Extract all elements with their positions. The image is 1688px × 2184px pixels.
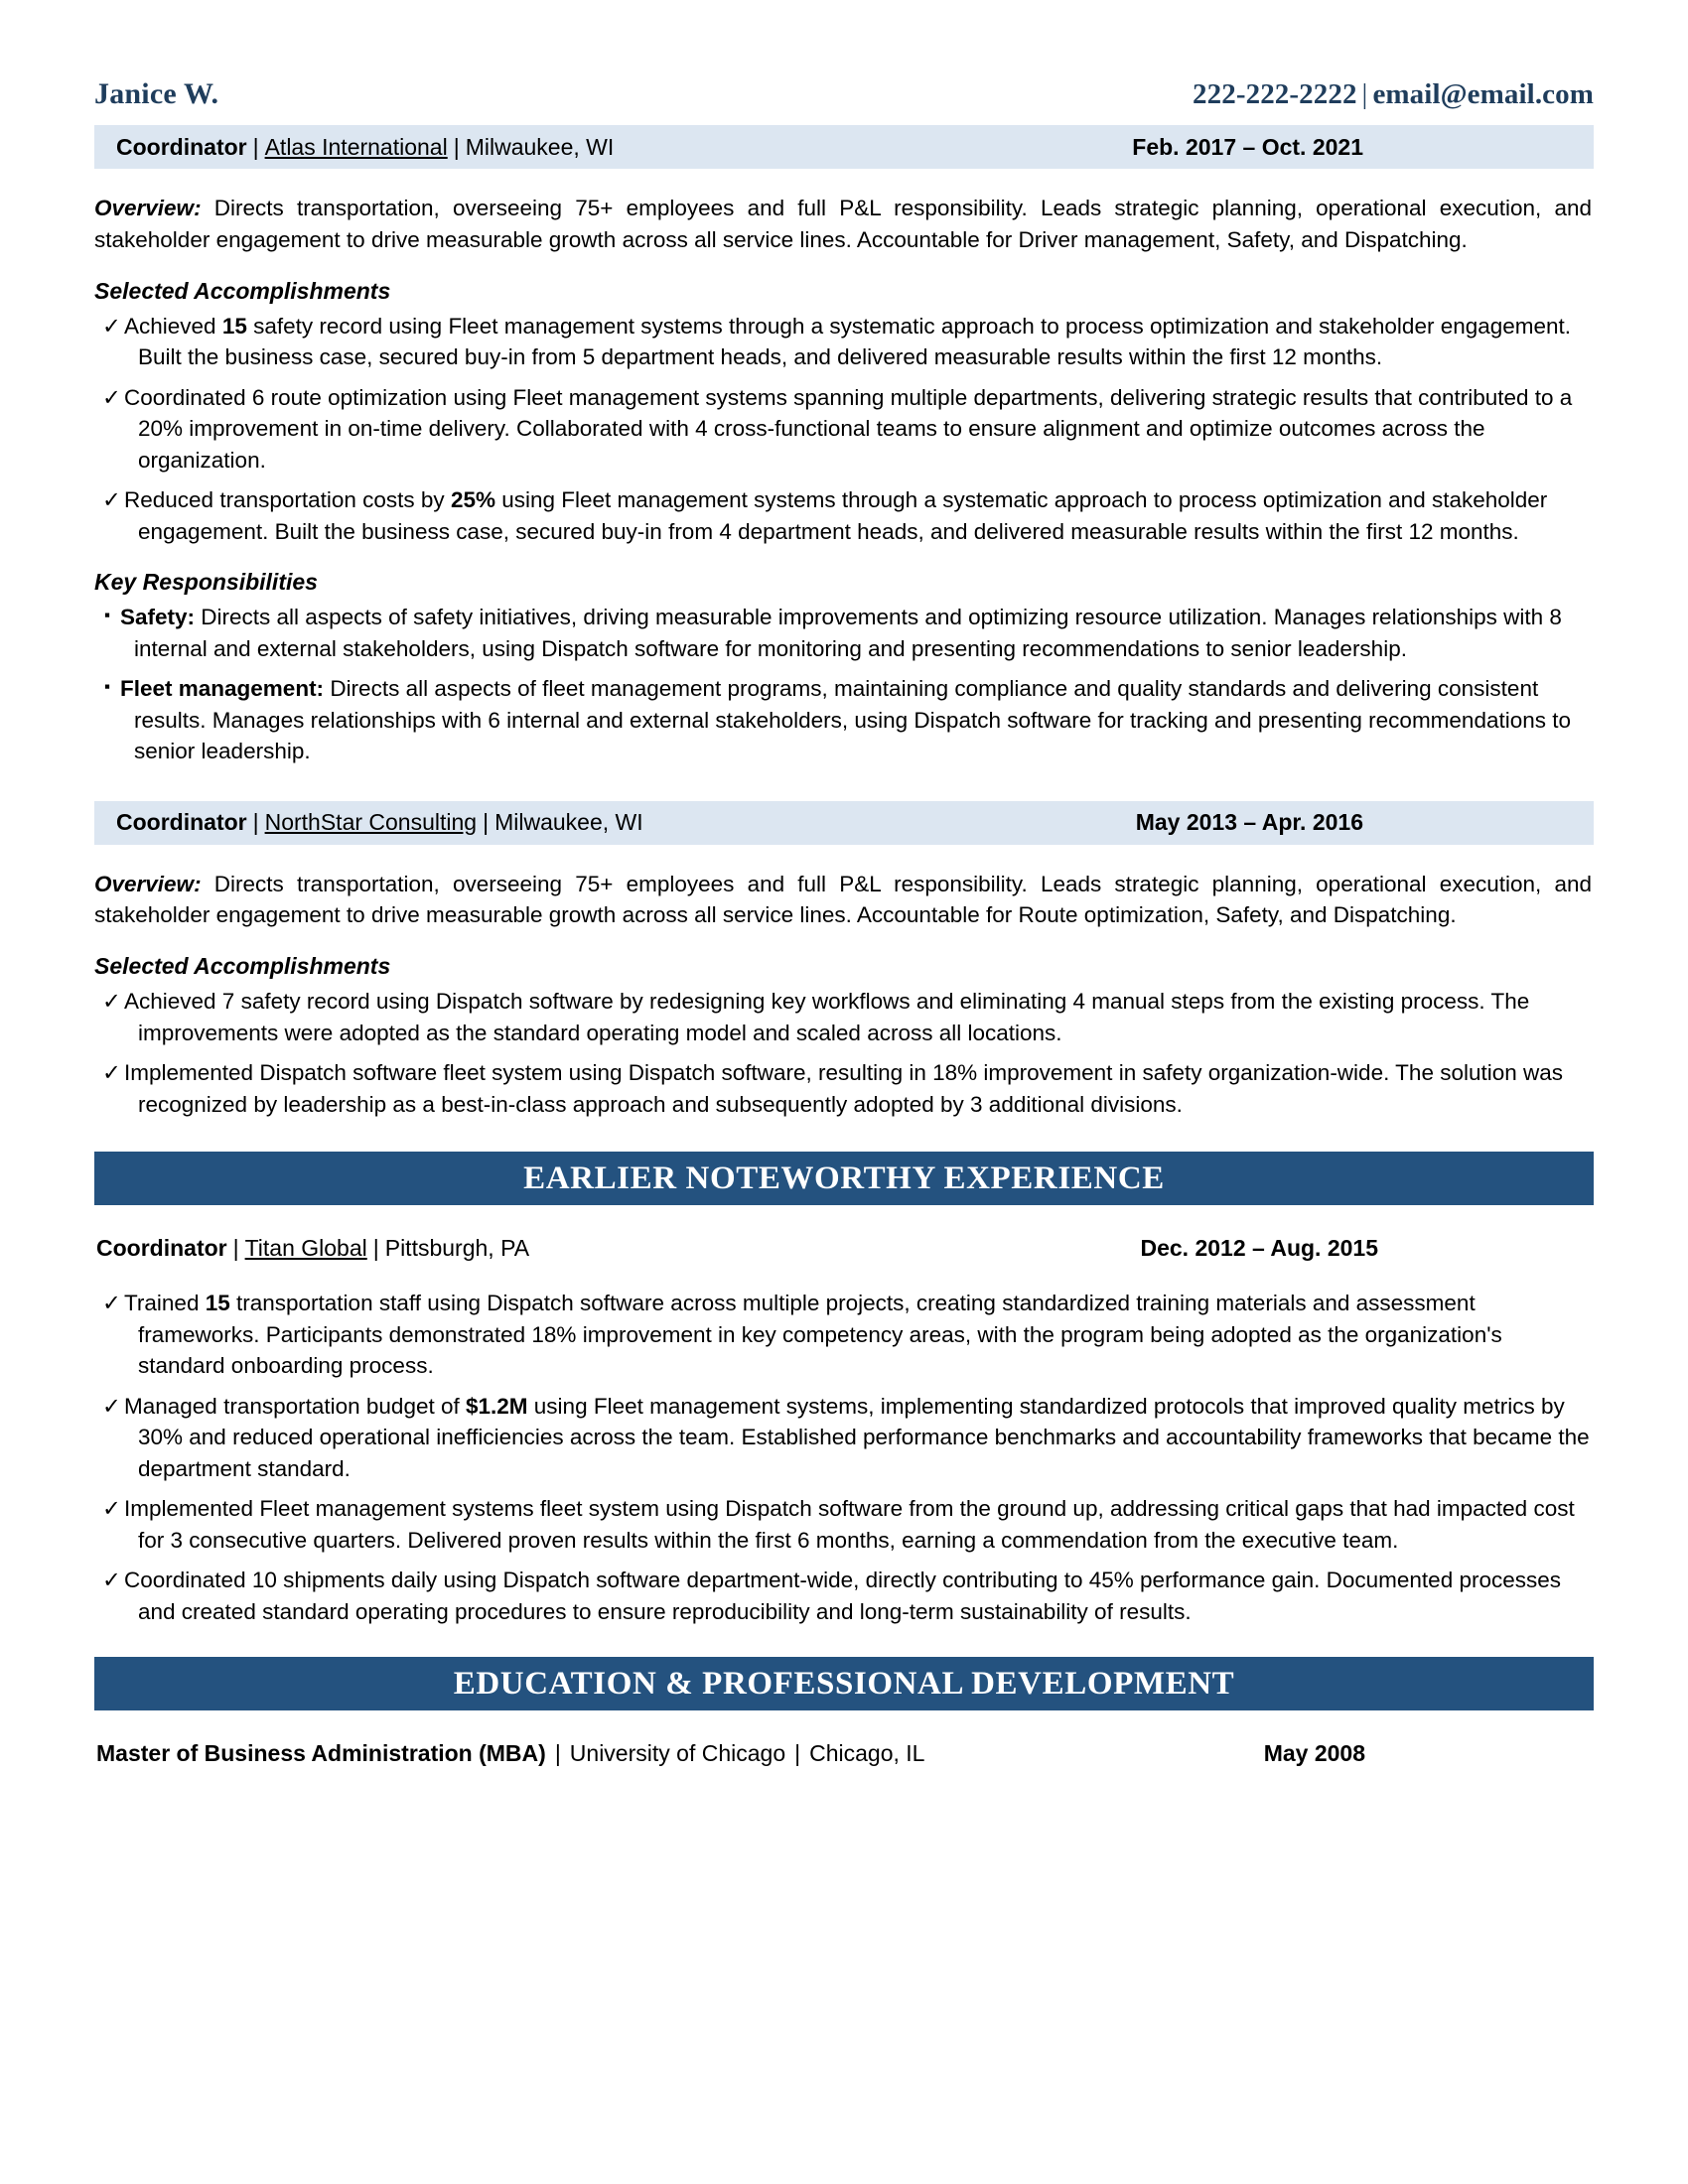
bullet-pre: Coordinated 10 shipments daily using Dispatch software department-wide, directly contributing to 45% performance gain. Documented processes and created standard operating procedures to ensure reproducibility and long-term sustainability of results. [124,1568,1562,1624]
pipe-icon: | [372,1235,379,1261]
contact-info [1193,78,1594,111]
bullet-post: safety record using Fleet management systems through a systematic approach to process optimization and stakeholder engagement. Built the business case, secured buy-in from 5 department heads, and delivered measurable results within the first 12 months. [138,313,1572,369]
check-icon: ✓ [102,487,121,512]
job-overview-2 [94,869,1594,931]
overview-label-1: Overview: [94,196,202,220]
overview-label-2: Overview: [94,871,202,896]
education-entry [94,1740,1594,1767]
responsibilities-heading-1: Key Responsibilities [94,569,318,595]
list-item [94,311,1594,373]
job-location-1: Milwaukee, WI [465,133,615,160]
bullet-post: using Fleet management systems, implementing standardized protocols that improved quality metrics by 30% and reduced operational inefficiencies across the team. Established performance benchmarks and accountability frameworks that became the department standard. [138,1393,1590,1481]
section-banner-label: EARLIER NOTEWORTHY EXPERIENCE [523,1160,1165,1196]
pipe-icon: | [252,809,259,835]
check-icon: ✓ [102,384,121,410]
candidate-name: Janice W. [94,77,219,110]
list-item [94,602,1594,664]
overview-text-1: Directs transportation, overseeing 75+ employees and full P&L responsibility. Leads strategic planning, operational execution, and stakeholder engagement to drive measurable growth across all service lines. Accountable for Driver management, Safety, and Dispatching. [94,196,1592,252]
education-location: Chicago, IL [809,1740,925,1766]
job-header-bar-1 [94,125,1594,169]
check-icon: ✓ [102,1291,121,1315]
earlier-job-header [94,1235,1594,1262]
pipe-icon: | [554,1740,561,1766]
check-icon: ✓ [102,1393,121,1419]
responsibility-term: Fleet management: [120,676,325,701]
education-degree: Master of Business Administration (MBA) [96,1740,546,1766]
square-bullet-icon: ▪ [104,677,111,696]
responsibility-text: Directs all aspects of fleet management programs, maintaining compliance and quality standards and delivering consistent results. Manages relationships with 6 internal and external stakeholders, using Dispatch software for tracking and presenting recommendations to senior leadership. [134,676,1572,763]
bullet-pre: Achieved [124,313,222,339]
check-icon: ✓ [102,1060,121,1085]
phone-number: 222-222-2222 [1193,78,1357,110]
job-title-2: Coordinator [116,809,247,835]
bullet-pre: Reduced transportation costs by [124,487,451,512]
bullet-highlight: 15 [221,313,247,339]
bullet-pre: Trained [124,1291,206,1315]
accomplishments-list-2 [94,986,1594,1120]
bullet-pre: Coordinated 6 route optimization using Fleet management systems spanning multiple departments, delivering strategic results that contributed to a 20% improvement in on-time delivery. Collaborated with 4 cross-functional teams to ensure alignment and optimize outcomes across the organization. [124,384,1573,473]
square-bullet-icon: ▪ [104,606,111,624]
job-overview-1 [94,193,1594,255]
bullet-pre: Achieved 7 safety record using Dispatch software by redesigning key workflows and eliminating 4 manual steps from the existing process. The improvements were adopted as the standard operating model and scaled across all locations. [124,989,1530,1045]
list-item [94,1493,1594,1556]
earlier-job-dates: Dec. 2012 – Aug. 2015 [1140,1235,1378,1261]
list-item [94,986,1594,1048]
earlier-job-company: Titan Global [244,1235,367,1261]
resume-header [94,0,1594,117]
accomplishments-heading-1: Selected Accomplishments [94,277,391,304]
list-item [94,1565,1594,1627]
responsibilities-list-1 [94,602,1594,767]
job-title-1: Coordinator [116,133,247,160]
list-item [94,1391,1594,1485]
job-title-line-1 [116,134,614,161]
list-item [94,673,1594,767]
job-header-bar-2 [94,801,1594,845]
list-item [94,484,1594,547]
check-icon: ✓ [102,1568,121,1592]
earlier-job-title: Coordinator [96,1235,227,1261]
email-address: email@email.com [1372,78,1594,110]
job-location-2: Milwaukee, WI [494,809,643,835]
education-institution: University of Chicago [569,1740,786,1766]
bullet-post: using Fleet management systems through a systematic approach to process optimization and stakeholder engagement. Built the business case, secured buy-in from 4 department heads, and delivered measurable results within the first 12 months. [138,487,1548,544]
pipe-icon: | [453,133,460,160]
list-item [94,1057,1594,1120]
overview-text-2: Directs transportation, overseeing 75+ employees and full P&L responsibility. Leads strategic planning, operational execution, and stakeholder engagement to drive measurable growth across all service lines. Accountable for Route optimization, Safety, and Dispatching. [94,871,1592,927]
job-company-1: Atlas International [264,133,448,160]
check-icon: ✓ [102,313,121,339]
pipe-icon: | [252,133,259,160]
bullet-highlight: 25% [450,487,495,512]
section-banner-earlier-experience [94,1152,1594,1205]
bullet-pre: Managed transportation budget of [124,1393,466,1419]
bullet-post: transportation staff using Dispatch software across multiple projects, creating standardized training materials and assessment frameworks. Participants demonstrated 18% improvement in key competency areas, with the program being adopted as the organization's standard onboarding process. [138,1291,1502,1378]
earlier-job-bullets [94,1288,1594,1627]
section-banner-education [94,1657,1594,1710]
job-title-line-2 [116,809,643,836]
check-icon: ✓ [102,989,121,1014]
list-item [94,1288,1594,1382]
pipe-icon: | [232,1235,239,1261]
bullet-pre: Implemented Dispatch software fleet system using Dispatch software, resulting in 18% improvement in safety organization-wide. The solution was recognized by leadership as a best-in-class approach and subsequently adopted by 3 additional divisions. [124,1060,1564,1117]
education-date: May 2008 [1263,1740,1365,1766]
earlier-job-location: Pittsburgh, PA [384,1235,530,1261]
accomplishments-list-1 [94,311,1594,548]
accomplishments-heading-2: Selected Accomplishments [94,953,391,979]
pipe-icon: | [794,1740,801,1766]
education-entry-line [96,1740,924,1767]
bullet-highlight: $1.2M [466,1393,528,1419]
responsibility-term: Safety: [120,605,196,629]
bullet-highlight: 15 [205,1291,230,1315]
job-dates-1: Feb. 2017 – Oct. 2021 [1132,133,1363,160]
responsibility-text: Directs all aspects of safety initiatives, driving measurable improvements and optimizing resource utilization. Manages relationships with 8 internal and external stakeholders, using Dispatch software for monitoring and presenting recommendations to senior leadership. [134,605,1562,661]
list-item [94,382,1594,477]
contact-separator: | [1361,78,1368,110]
bullet-pre: Implemented Fleet management systems fleet system using Dispatch software from the ground up, addressing critical gaps that had impacted cost for 3 consecutive quarters. Delivered proven results within the first 6 months, earning a commendation from the executive team. [124,1496,1575,1553]
pipe-icon: | [483,809,490,835]
job-company-2: NorthStar Consulting [264,809,478,835]
job-dates-2: May 2013 – Apr. 2016 [1135,809,1363,835]
earlier-job-title-line [96,1235,529,1262]
section-banner-label: EDUCATION & PROFESSIONAL DEVELOPMENT [453,1665,1235,1702]
check-icon: ✓ [102,1496,121,1521]
